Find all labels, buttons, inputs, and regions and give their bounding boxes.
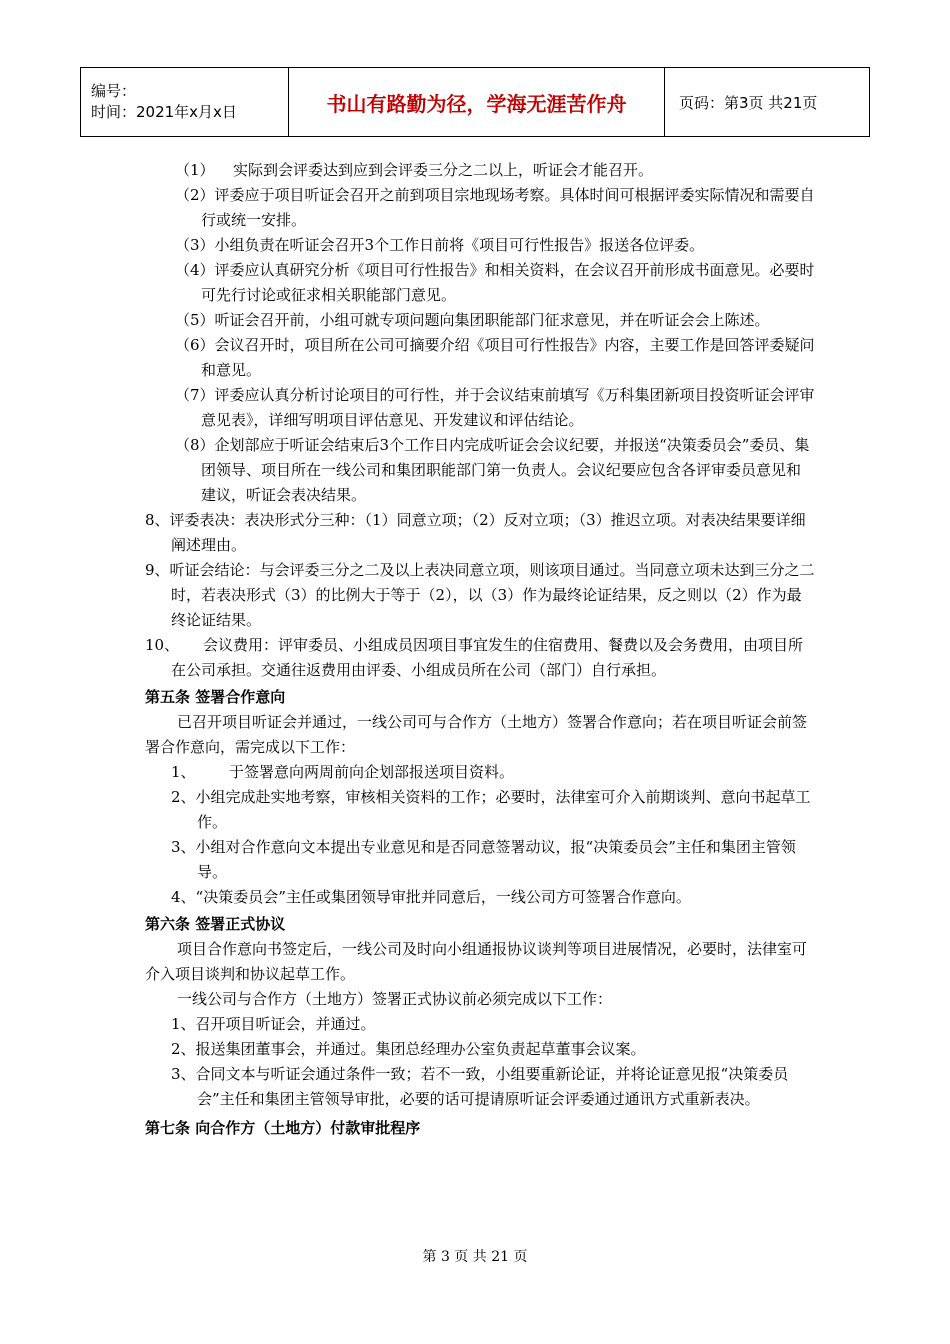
list-item-text: 报送集团董事会，并通过。集团总经理办公室负责起草董事会议案。 [195, 1040, 646, 1058]
list-item-number: （7） [175, 386, 215, 404]
list-item [145, 1062, 815, 1112]
list-item-number: （4） [175, 261, 215, 279]
page-footer: 第 3 页 共 21 页 [422, 1249, 528, 1265]
list-item-text: 听证会召开前，小组可就专项问题向集团职能部门征求意见，并在听证会会上陈述。 [214, 311, 770, 329]
list-item [145, 183, 815, 233]
list-item [145, 633, 815, 683]
list-item-text: 会议召开时，项目所在公司可摘要介绍《项目可行性报告》内容，主要工作是回答评委疑问和意见。 [201, 336, 815, 379]
list-item-text: 会议费用：评审委员、小组成员因项目事宜发生的住宿费用、餐费以及会务费用，由项目所在公司承担。交通往返费用由评委、小组成员所在公司（部门）自行承担。 [171, 636, 804, 679]
sub-item-list [145, 158, 815, 508]
list-item-number: 1、 [171, 763, 196, 781]
list-item [145, 508, 815, 558]
list-item-text: 小组对合作意向文本提出专业意见和是否同意签署动议，报“决策委员会”主任和集团主管领导。 [195, 838, 796, 881]
list-item [145, 308, 815, 333]
list-item [145, 760, 815, 785]
list-item-text: 小组负责在听证会召开3个工作日前将《项目可行性报告》报送各位评委。 [214, 236, 705, 254]
header-left-cell [81, 68, 289, 137]
list-item-number: （2） [175, 186, 215, 204]
list-item-text: 于签署意向两周前向企划部报送项目资料。 [229, 763, 515, 781]
list-item [145, 233, 815, 258]
list-item-number: （5） [175, 311, 215, 329]
list-item [145, 383, 815, 433]
article-6-title: 第六条 签署正式协议 [145, 915, 286, 933]
date-label: 时间：2021年x月x日 [91, 103, 237, 121]
page-label: 页码：第3页 共21页 [665, 68, 870, 137]
list-item-number: 8、 [145, 511, 170, 529]
list-item-text: 小组完成赴实地考察，审核相关资料的工作；必要时，法律室可介入前期谈判、意向书起草工作。 [195, 788, 811, 831]
header-table [80, 67, 870, 137]
list-item-number: 2、 [171, 1040, 196, 1058]
list-item [145, 785, 815, 835]
list-item-number: （8） [175, 436, 215, 454]
list-item-number: 2、 [171, 788, 196, 806]
article-7-title: 第七条 向合作方（土地方）付款审批程序 [145, 1119, 421, 1137]
numbered-item-list [145, 508, 815, 683]
number-label: 编号： [91, 82, 137, 100]
list-item [145, 558, 815, 633]
motto: 书山有路勤为径，学海无涯苦作舟 [289, 68, 665, 137]
list-item [145, 1037, 815, 1062]
article-6-para1: 项目合作意向书签定后，一线公司及时向小组通报协议谈判等项目进展情况，必要时，法律室可介入项目谈判和协议起草工作。 [145, 940, 808, 983]
list-item-text: 召开项目听证会，并通过。 [195, 1015, 376, 1033]
article-5-intro: 已召开项目听证会并通过，一线公司可与合作方（土地方）签署合作意向；若在项目听证会前签署合作意向，需完成以下工作： [145, 713, 808, 756]
list-item [145, 885, 815, 910]
list-item-number: （3） [175, 236, 215, 254]
list-item-text: 实际到会评委达到应到会评委三分之二以上，听证会才能召开。 [233, 161, 654, 179]
list-item [145, 258, 815, 308]
list-item-text: 评委表决：表决形式分三种：（1）同意立项；（2）反对立项；（3）推迟立项。对表决结果要详细阐述理由。 [169, 511, 806, 554]
list-item-number: 4、 [171, 888, 196, 906]
list-item-text: 听证会结论：与会评委三分之二及以上表决同意立项，则该项目通过。当同意立项未达到三分之二时，若表决形式（3）的比例大于等于（2），以（3）作为最终论证结果，反之则以（2）作为最终论证结果。 [169, 561, 815, 629]
list-item-number: （6） [175, 336, 215, 354]
list-item-number: （1） [175, 161, 215, 179]
list-item-number: 3、 [171, 838, 196, 856]
list-item-number: 10、 [145, 636, 180, 654]
list-item [145, 433, 815, 508]
article-6-list [145, 1012, 815, 1112]
article-6-para2: 一线公司与合作方（土地方）签署正式协议前必须完成以下工作： [177, 990, 613, 1008]
list-item [145, 1012, 815, 1037]
list-item-text: 评委应认真分析讨论项目的可行性，并于会议结束前填写《万科集团新项目投资听证会评审意见表》，详细写明项目评估意见、开发建议和评估结论。 [201, 386, 815, 429]
list-item-text: 评委应认真研究分析《项目可行性报告》和相关资料，在会议召开前形成书面意见。必要时可先行讨论或征求相关职能部门意见。 [201, 261, 815, 304]
list-item-text: 企划部应于听证会结束后3个工作日内完成听证会会议纪要，并报送“决策委员会”委员、集团领导、项目所在一线公司和集团职能部门第一负责人。会议纪要应包含各评审委员意见和建议，听证会表决结果。 [201, 436, 810, 504]
list-item [145, 158, 815, 183]
list-item-number: 9、 [145, 561, 170, 579]
list-item [145, 333, 815, 383]
list-item-number: 1、 [171, 1015, 196, 1033]
list-item [145, 835, 815, 885]
list-item-text: 合同文本与听证会通过条件一致；若不一致，小组要重新论证，并将论证意见报“决策委员会”主任和集团主管领导审批，必要的话可提请原听证会评委通过通讯方式重新表决。 [195, 1065, 789, 1108]
article-5-title: 第五条 签署合作意向 [145, 688, 286, 706]
document-body [145, 158, 815, 1141]
list-item-text: 评委应于项目听证会召开之前到项目宗地现场考察。具体时间可根据评委实际情况和需要自行或统一安排。 [201, 186, 815, 229]
list-item-text: “决策委员会”主任或集团领导审批并同意后，一线公司方可签署合作意向。 [195, 888, 691, 906]
article-5-list [145, 760, 815, 910]
list-item-number: 3、 [171, 1065, 196, 1083]
